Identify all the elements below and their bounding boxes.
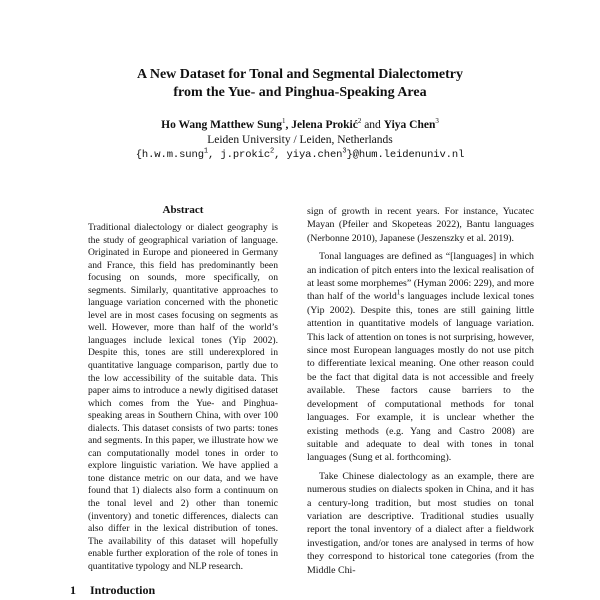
section-title: Introduction [90,583,156,597]
author-and: and [361,119,384,131]
email-part-3: , yiya.chen [274,149,343,161]
email-sup-2: 2 [270,147,275,156]
author-3-sup: 3 [435,117,439,126]
author-block [60,118,540,163]
section-number: 1 [70,583,76,597]
paragraph-3: Take Chinese dialectology as an example, there are numerous studies on dialects spoken in China, and it has a century-long tradition, but most studies on tonal variation are descriptive. Traditional studies usually report the tonal inventory of a dialect after a fieldwork investigation, and/or tones are analysed in terms of how they correspond to historical tone categories (from the Middle Chi- [307,470,534,576]
paragraph-1: sign of growth in recent years. For instance, Yucatec Mayan (Pfeiler and Skopeteas 2022), Bantu languages (Nerbonne 2010), Japanese (Jeszenszky et al. 2019). [307,206,534,244]
author-1-sup: 1 [282,117,286,126]
abstract-text: Traditional dialectology or dialect geography is the study of geographical variation of language. Originated in Europe and pioneered in Germany and France, this field has predominantly been focusing on sounds, more specifically, on segments. Similarly, quantitative approaches to language variation concerned with the phonetic level are in most cases focusing on segments as well. However, more than half of the world’s languages include lexical tones (Yip 2002). Despite this, tones are still underexplored in quantitative language comparison, partly due to the low accessibility of the suitable data. This paper aims to introduce a newly digitised dataset which comes from the Yue- and Pinghua-speaking areas in Southern China, with over 100 dialects. This dataset consists of two parts: tones and segments. In this paper, we illustrate how we can computationally model tones in order to explore linguistic variation. We have applied a tone distance metric on our data, and we have found that 1) dialects also form a continuum on the tonal level and 2) other than tonemic (inventory) and tonetic differences, dialects can also differ in the lexical distribution of tones. The availability of this dataset will hopefully enable further exploration of the role of tones in quantitative typology and NLP research. [88,222,278,572]
email-address [60,148,540,163]
author-3: Yiya Chen [383,119,436,131]
title-line-1: A New Dataset for Tonal and Segmental Dialectometry [137,67,463,82]
paragraph-2-footnote-mark: 1 [396,289,401,298]
section-heading-introduction [70,583,155,598]
right-column-body [307,205,534,582]
email-part-2: , j.prokic [208,149,271,161]
paper-title [60,66,540,102]
author-1: Ho Wang Matthew Sung [161,119,283,131]
paragraph-2-start: Tonal languages are defined as “[languages] in which an indication of pitch enters into the lexical realisation of at least some morphemes” (Hyman 2006: 229), and more than half of the world [307,251,534,303]
email-sup-1: 1 [203,147,209,156]
email-part-4: }@hum.leidenuniv.nl [346,149,465,161]
abstract-heading: Abstract [162,204,204,216]
paragraph-2-rest: s languages include lexical tones (Yip 2002). Despite this, tones are still gaining little attention in quantitative models of language variation. This lack of attention on tones is not surprising, however, since most European languages mostly do not use pitch to differentiate lexical meaning. One other reason could be the fact that digital data is not accessible and freely available. These factors cause barriers to the development of computational methods for tonal languages. For example, it is unclear whether the existing methods (e.g. Yang and Castro 2008) are suitable and adequate to deal with tones in tonal languages (Sung et al. forthcoming). [307,291,534,464]
author-2: Jelena Prokić [291,119,358,131]
email-sup-3: 3 [342,147,347,156]
author-2-sup: 2 [357,117,362,126]
author-separator: , [285,119,292,131]
affiliation: Leiden University / Leiden, Netherlands [207,134,393,146]
email-part-1: {h.w.m.sung [135,149,204,161]
title-line-2: from the Yue- and Pinghua-Speaking Area [173,85,427,100]
author-list [161,119,439,131]
paragraph-2 [307,250,534,465]
